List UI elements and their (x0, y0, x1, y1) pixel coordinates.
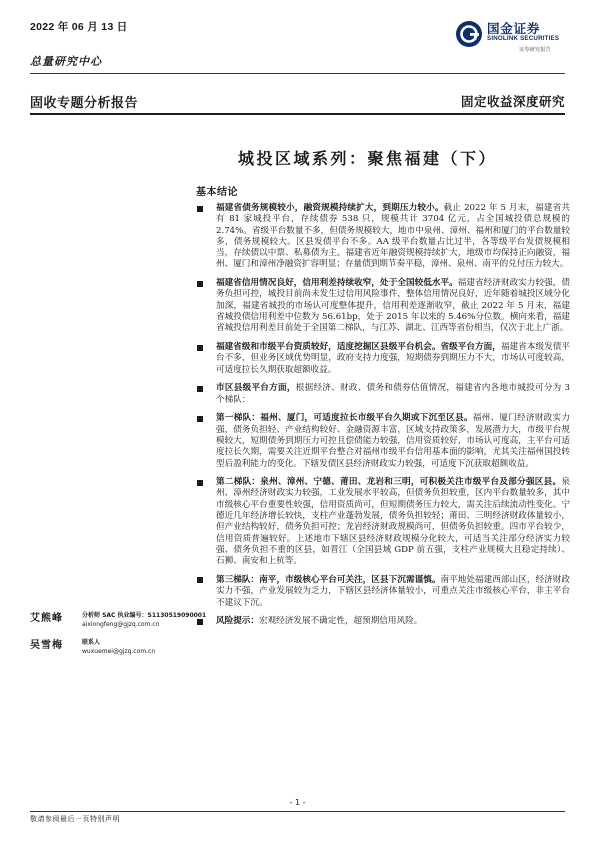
conclusion-bullet (196, 383, 570, 406)
bullet-lead: 第一梯队：福州、厦门，可适度拉长市级平台久期或下沉至区县。 (216, 413, 473, 424)
analyst-name: 吴雪梅 (30, 640, 63, 651)
bullet-text: 福建省本级发债平台不多，但业务区域优势明显，政府支持力度强，短期债券到期压力不大，市场认可度较高，可适度拉长久期获取超额收益。 (216, 342, 570, 375)
logo-subtitle: 证券研究报告 (519, 47, 551, 53)
section-heading: 基本结论 (196, 187, 238, 198)
report-type: 固定收益深度研究 (460, 94, 565, 109)
logo-name-en: SINOLINK SECURITIES (487, 35, 560, 42)
analyst-email[interactable]: wuxuemei@gjzq.com.cn (82, 648, 156, 655)
bullet-square-icon (197, 206, 203, 212)
header-thick-divider (30, 113, 565, 115)
bullet-square-icon (197, 345, 203, 351)
report-category: 固收专题分析报告 (30, 96, 139, 111)
conclusion-bullet (196, 575, 570, 609)
conclusion-bullet (196, 616, 570, 627)
bullet-lead: 福建省级和市级平台资质较好，适度挖掘区县级平台机会。省级平台方面， (216, 342, 501, 353)
conclusion-bullet (196, 413, 570, 469)
bullet-text: 泉州、漳州经济财政实力较强，工业发展水平较高，但债务负担较重，区内平台数量较多，其中市级核心平台重要性较强，信用资质尚可，但短期债务压力较大，需关注后续流动性变化。宁德近几年经济增长较快，支柱产业蓬勃发展，债务负担较轻；莆田、三明经济财政体量较小，但产业结构较好，债务负担可控；龙岩经济财政规模尚可，但债务负担较重。四市平台较少，信用资质普遍较好。上述地市下辖区县经济财政规模分化较大，可适当关注部分经济实力较强、债务负担不重的区县，如晋江（全国县域 GDP 前五强，支柱产业规模大且稳定持续）、石狮、南安和上杭等。 (216, 477, 570, 567)
bullet-lead: 第二梯队：泉州、漳州、宁德、莆田、龙岩和三明，可积极关注市级平台及部分强区县。 (216, 477, 562, 488)
bullet-text: 截止 2022 年 5 月末，福建省共有 81 家城投平台，存续债券 538 只，规模共计 3704 亿元，占全国城投债总规模的 2.74%。省级平台数量不多，但债务规模较大，地市中泉州、漳州、福州和厦门的平台数量较多，债务规模较大。区县发债平台不多。AA 级平台数量占比过半，各等级平台发债规模相当，存续债以中票、私募债为主。福建省近年融资规模持续扩大，地级市均保持正向融资，福州、厦门和漳州净融资扩容明显；存量债到期节奏平稳，漳州、泉州、南平的兑付压力较大。 (216, 203, 570, 270)
department: 总量研究中心 (30, 55, 102, 68)
bullet-square-icon (197, 386, 203, 392)
bullet-lead: 福建省债务规模较小，融资规模持续扩大，到期压力较小。 (216, 203, 444, 213)
footer-divider (30, 811, 565, 812)
bullet-text: 南平地处福建西部山区，经济财政实力不强，产业发展较为乏力，下辖区县经济体量较小，可重点关注市级核心平台，非主平台不建议下沉。 (216, 574, 570, 608)
conclusion-bullet (196, 342, 570, 376)
bullet-text: 宏观经济发展不确定性，超预期信用风险。 (258, 616, 423, 627)
header-divider (30, 73, 565, 74)
bullet-lead: 风险提示： (216, 616, 259, 627)
company-logo (455, 18, 570, 54)
conclusion-bullet (196, 477, 570, 567)
bullet-square-icon (197, 577, 203, 583)
bullet-square-icon (197, 619, 203, 625)
bullet-lead: 福建省信用情况良好，信用利差持续收窄，处于全国较低水平。 (216, 278, 458, 289)
sinolink-logo-icon (455, 20, 483, 48)
bullet-lead: 第三梯队：南平，市级核心平台可关注，区县下沉需谨慎。 (216, 574, 441, 585)
report-date: 2022 年 06 月 13 日 (30, 21, 128, 33)
bullet-square-icon (197, 416, 203, 422)
analyst-name: 艾熊峰 (30, 613, 63, 624)
report-title: 城投区域系列：聚焦福建（下） (237, 149, 497, 168)
footer-disclaimer: 敬请参阅最后一页特别声明 (30, 815, 120, 823)
bullet-square-icon (197, 480, 203, 486)
bullet-text: 根据经济、财政、债务和债券估值情况，福建省内各地市城投可分为 3 个梯队： (216, 383, 570, 405)
analyst-email[interactable]: aixiongfeng@gjzq.com.cn (82, 621, 160, 628)
logo-name-cn: 国金证券 (487, 21, 541, 36)
bullet-lead: 市区县级平台方面， (216, 383, 296, 394)
bullet-square-icon (197, 281, 203, 287)
page-number: - 1 - (289, 798, 306, 807)
bullet-text: 福州、厦门经济财政实力强，债务负担轻、产业结构较好、金融资源丰富，区域支持政策多，发展潜力大，市级平台规模较大，短期债务到期压力可控且偿债能力较强，信用资质较好，市场认可度高，主平台可适度拉长久期，需要关注近期平台整合对福州市级平台信用基本面的影响，尤其关注福州国投转型后盈利能力的变化。下辖发债区县经济财政实力较强，可适度下沉获取超额收益。 (216, 413, 570, 469)
conclusion-bullet (196, 278, 570, 334)
analyst-role: 联系人 (82, 639, 101, 646)
conclusion-bullet (196, 203, 570, 271)
key-conclusions (196, 203, 570, 635)
bullet-text: 福建省经济财政实力较强，债务负担可控，城投目前尚未发生过信用风险事件，整体信用情况良好，近年随着城投区域分化加深，福建省城投的市场认可度整体提升，信用利差逐渐收窄，截止 2022 年 5 月末，福建省城投债信用利差中位数为 56.61bp，处于 2015 年以来的 5.46%分位数。横向来看，福建省城投信用利差目前处于全国第二梯队，与江苏、湖北、江西等省份相当，仅次于北上广浙。 (216, 278, 570, 334)
analyst-role: 分析师 SAC 执业编号：S1130519090001 (82, 612, 207, 619)
